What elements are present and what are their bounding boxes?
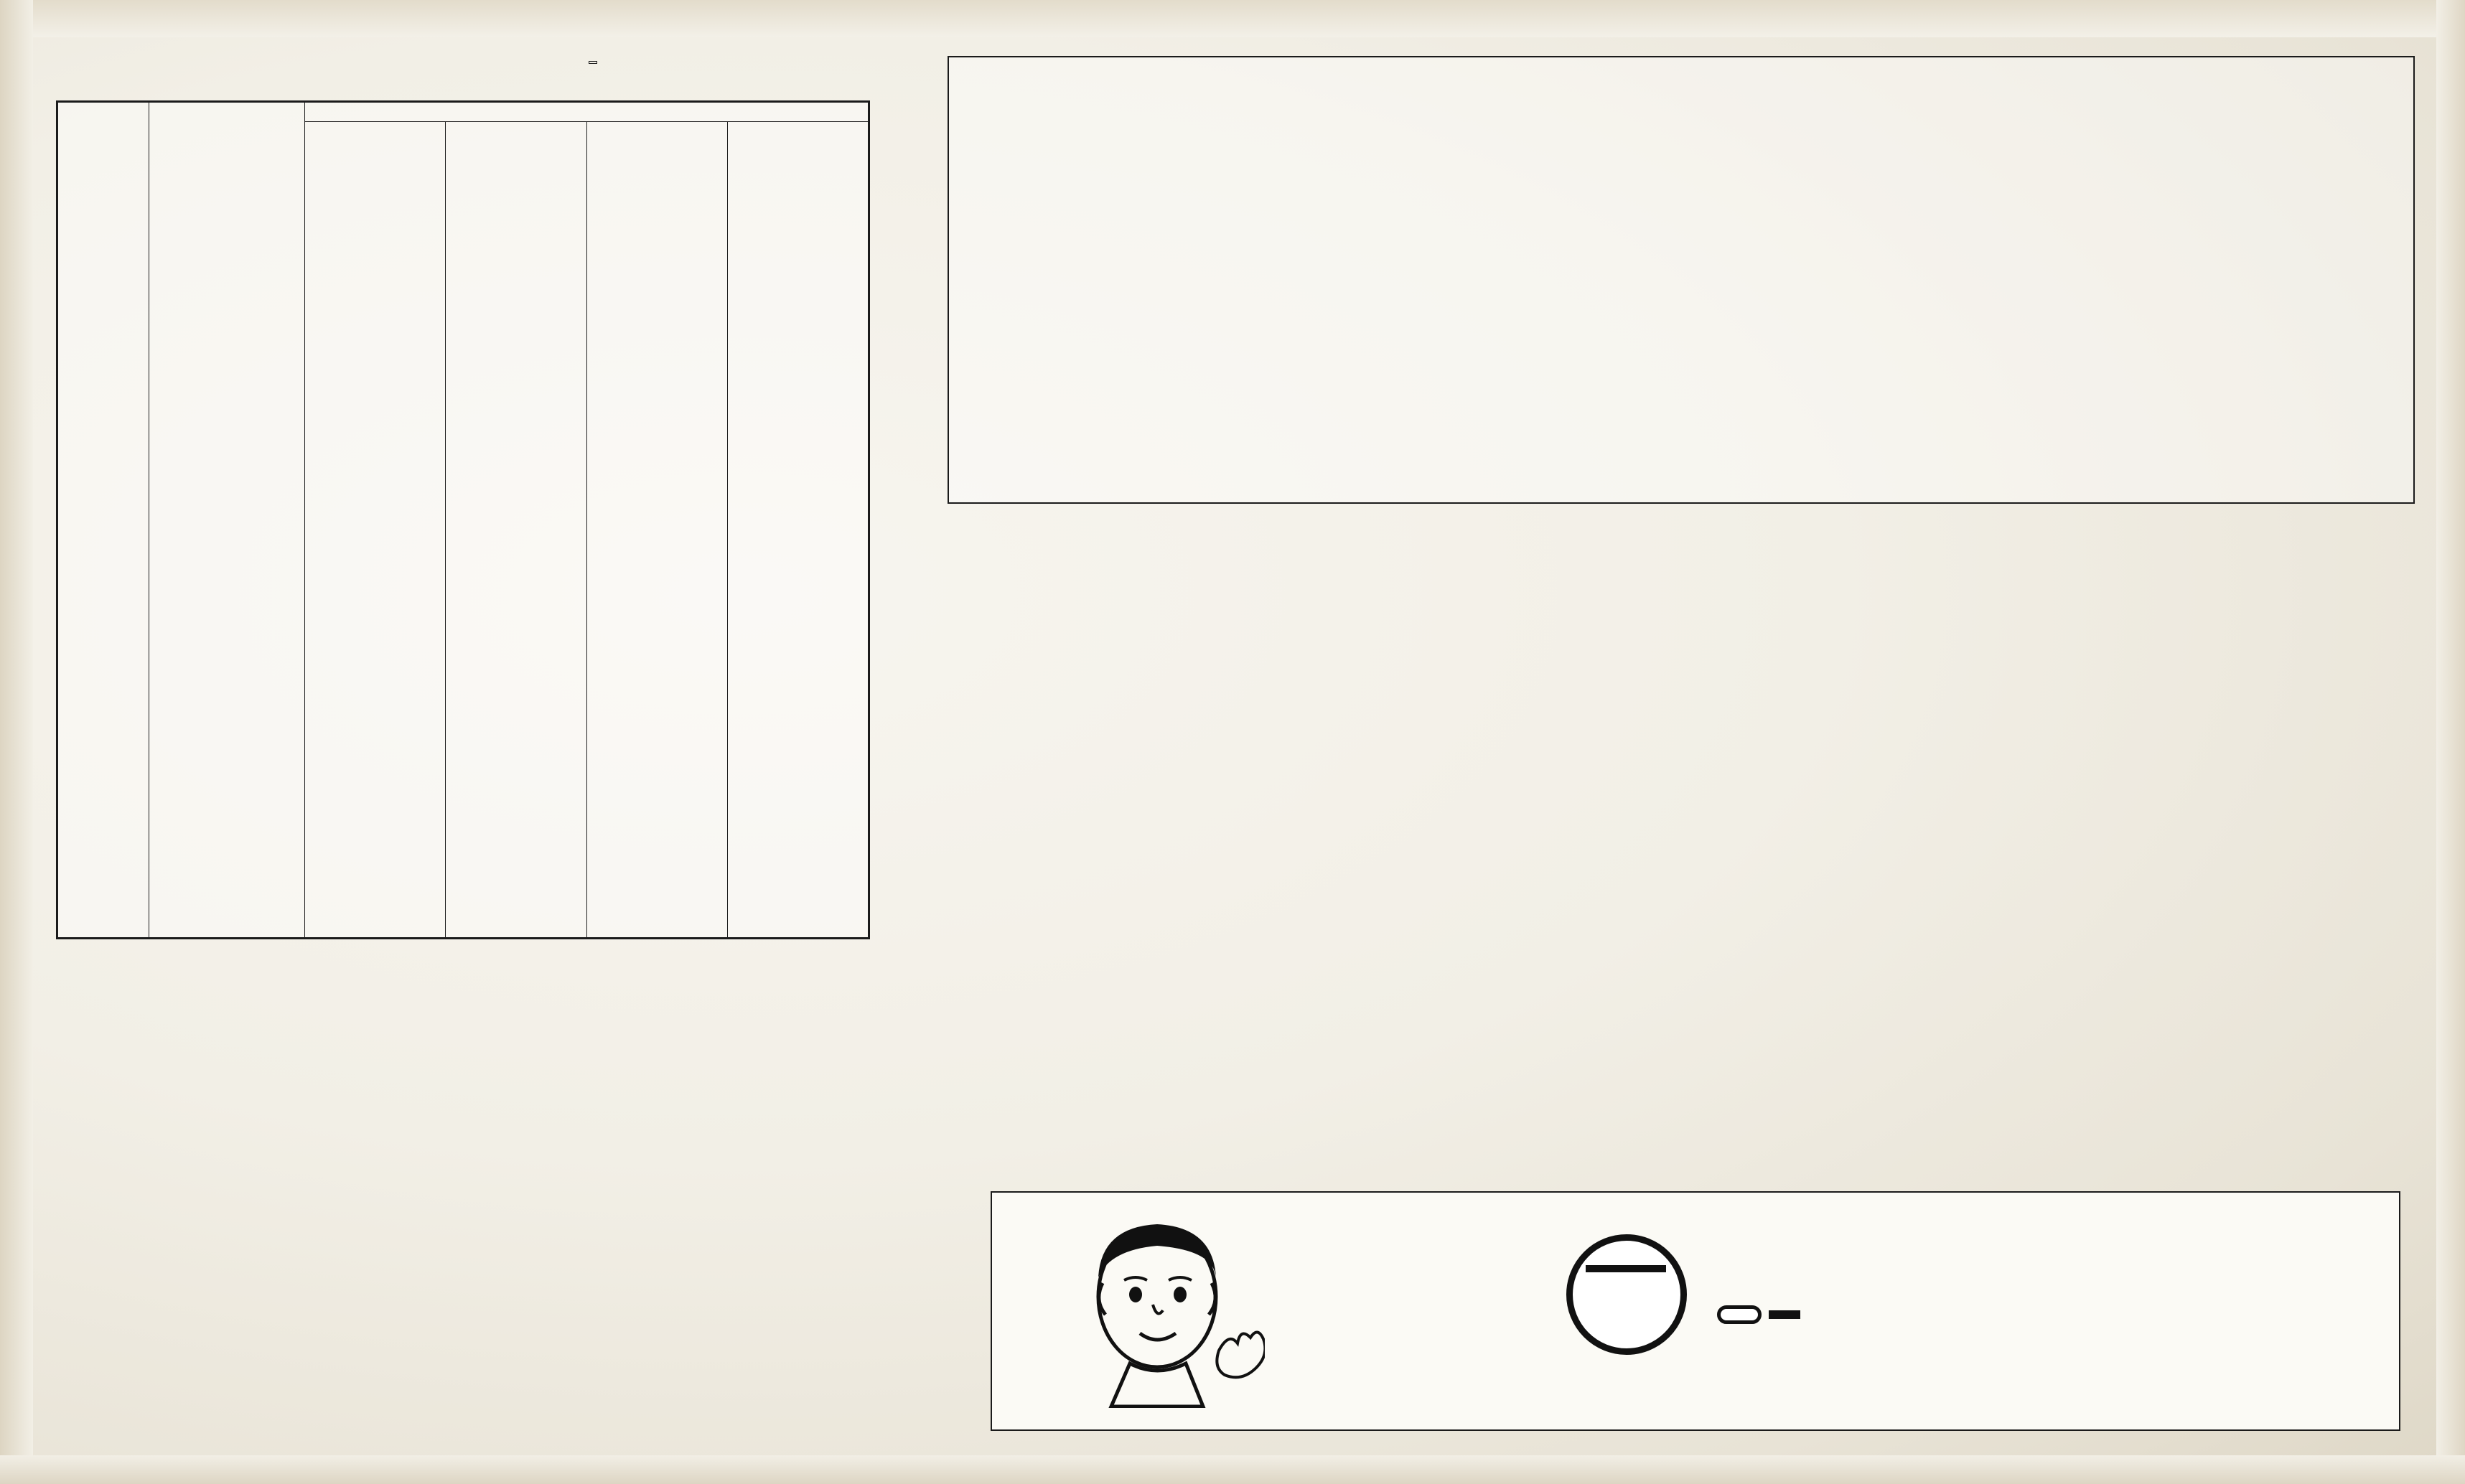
page-edge-bottom	[0, 1455, 2465, 1484]
daily-menu-ingredient-row	[949, 354, 2413, 502]
daily-menu-dish-row	[949, 206, 2413, 354]
page-edge-right	[2436, 0, 2465, 1484]
col-header-ingredients	[149, 103, 305, 938]
page-edge-top	[0, 0, 2465, 37]
daily-menu-day-row	[949, 57, 2413, 206]
col-header-g2	[446, 122, 586, 938]
col-header-group-title	[305, 103, 869, 122]
col-header-g4	[727, 122, 868, 938]
ad-brand-name	[1769, 1310, 1800, 1319]
advertisement	[991, 1191, 2400, 1431]
marukin-logo-icon	[1566, 1234, 1687, 1355]
logo-bar	[1586, 1265, 1666, 1272]
col-header-g1	[305, 122, 446, 938]
daily-menu-table	[948, 56, 2415, 504]
page-edge-left	[0, 0, 33, 1484]
ad-soft-label	[1717, 1305, 1762, 1324]
left-table-worker-note	[589, 56, 597, 67]
ad-brand-lockup	[1717, 1272, 1800, 1358]
col-header-menu	[58, 103, 149, 938]
woman-illustration-icon	[1049, 1214, 1265, 1408]
standard-menu-table	[56, 100, 870, 939]
col-header-g3	[586, 122, 727, 938]
